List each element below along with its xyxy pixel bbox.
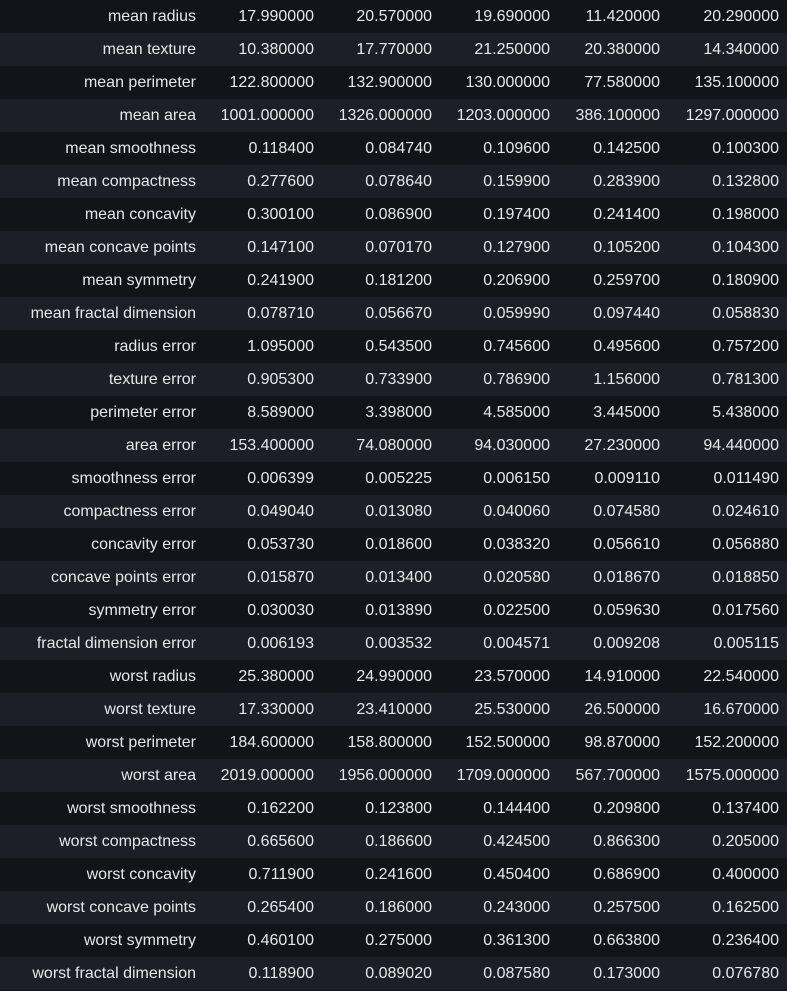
table-cell: 17.990000	[238, 8, 314, 25]
table-cell: 0.162500	[712, 899, 779, 916]
row-label: mean compactness	[57, 173, 196, 190]
table-cell: 0.543500	[365, 338, 432, 355]
table-row	[0, 0, 787, 33]
table-cell: 1575.000000	[685, 767, 779, 784]
table-cell: 0.004571	[483, 635, 550, 652]
table-cell: 21.250000	[474, 41, 550, 58]
row-label: concavity error	[91, 536, 196, 553]
table-row	[0, 891, 787, 924]
table-cell: 0.022500	[483, 602, 550, 619]
table-row	[0, 495, 787, 528]
table-cell: 0.038320	[483, 536, 550, 553]
table-cell: 0.009208	[593, 635, 660, 652]
table-cell: 16.670000	[703, 701, 779, 718]
table-cell: 0.400000	[712, 866, 779, 883]
table-cell: 0.056670	[365, 305, 432, 322]
table-cell: 4.585000	[483, 404, 550, 421]
table-cell: 14.910000	[584, 668, 660, 685]
table-cell: 77.580000	[584, 74, 660, 91]
row-label: compactness error	[63, 503, 196, 520]
table-row	[0, 99, 787, 132]
table-cell: 0.018600	[365, 536, 432, 553]
table-cell: 26.500000	[584, 701, 660, 718]
table-cell: 0.013400	[365, 569, 432, 586]
table-row	[0, 396, 787, 429]
table-cell: 0.686900	[593, 866, 660, 883]
table-cell: 0.275000	[365, 932, 432, 949]
table-row	[0, 264, 787, 297]
table-cell: 0.005115	[713, 635, 779, 652]
table-cell: 0.127900	[483, 239, 550, 256]
table-row	[0, 594, 787, 627]
table-row	[0, 759, 787, 792]
row-label: worst concave points	[46, 899, 196, 916]
table-row	[0, 825, 787, 858]
table-cell: 0.084740	[365, 140, 432, 157]
table-row	[0, 660, 787, 693]
table-cell: 0.162200	[247, 800, 314, 817]
row-label: worst compactness	[59, 833, 196, 850]
table-cell: 0.198000	[712, 206, 779, 223]
table-cell: 0.733900	[365, 371, 432, 388]
table-cell: 20.290000	[703, 8, 779, 25]
table-cell: 94.440000	[703, 437, 779, 454]
table-cell: 0.132800	[712, 173, 779, 190]
table-cell: 1203.000000	[456, 107, 550, 124]
table-cell: 0.257500	[593, 899, 660, 916]
table-cell: 0.006150	[483, 470, 550, 487]
row-label: worst concavity	[86, 866, 196, 883]
table-cell: 0.277600	[247, 173, 314, 190]
table-cell: 135.100000	[694, 74, 779, 91]
row-label: area error	[125, 437, 196, 454]
table-cell: 0.495600	[593, 338, 660, 355]
table-cell: 98.870000	[584, 734, 660, 751]
table-cell: 0.186600	[365, 833, 432, 850]
table-cell: 1.095000	[247, 338, 314, 355]
table-cell: 1001.000000	[220, 107, 314, 124]
row-label: worst smoothness	[67, 800, 196, 817]
table-cell: 0.241900	[247, 272, 314, 289]
table-row	[0, 792, 787, 825]
table-row	[0, 132, 787, 165]
table-cell: 3.398000	[365, 404, 432, 421]
table-cell: 158.800000	[347, 734, 432, 751]
table-row	[0, 66, 787, 99]
table-cell: 0.745600	[483, 338, 550, 355]
table-cell: 0.137400	[712, 800, 779, 817]
table-cell: 0.206900	[483, 272, 550, 289]
table-cell: 0.757200	[712, 338, 779, 355]
table-row	[0, 231, 787, 264]
table-cell: 14.340000	[703, 41, 779, 58]
table-cell: 0.078640	[365, 173, 432, 190]
table-cell: 152.200000	[694, 734, 779, 751]
table-cell: 0.013080	[365, 503, 432, 520]
table-cell: 0.015870	[247, 569, 314, 586]
table-cell: 0.241600	[365, 866, 432, 883]
table-cell: 0.259700	[593, 272, 660, 289]
table-cell: 0.241400	[593, 206, 660, 223]
table-cell: 0.361300	[483, 932, 550, 949]
table-cell: 0.781300	[712, 371, 779, 388]
row-label: mean texture	[102, 41, 196, 58]
table-row	[0, 363, 787, 396]
table-cell: 24.990000	[356, 668, 432, 685]
table-row	[0, 726, 787, 759]
table-cell: 3.445000	[593, 404, 660, 421]
table-cell: 0.006399	[247, 470, 314, 487]
table-cell: 0.186000	[365, 899, 432, 916]
table-row	[0, 957, 787, 990]
row-label: worst area	[121, 767, 196, 784]
table-row	[0, 561, 787, 594]
table-cell: 184.600000	[229, 734, 314, 751]
table-cell: 11.420000	[585, 8, 660, 25]
table-cell: 25.380000	[238, 668, 314, 685]
table-cell: 74.080000	[356, 437, 432, 454]
table-cell: 0.049040	[247, 503, 314, 520]
table-cell: 0.058830	[712, 305, 779, 322]
table-cell: 0.265400	[247, 899, 314, 916]
table-cell: 0.086900	[365, 206, 432, 223]
table-cell: 0.142500	[593, 140, 660, 157]
table-cell: 94.030000	[474, 437, 550, 454]
table-cell: 0.300100	[247, 206, 314, 223]
table-cell: 0.078710	[247, 305, 314, 322]
table-cell: 0.104300	[712, 239, 779, 256]
table-row	[0, 924, 787, 957]
table-cell: 8.589000	[247, 404, 314, 421]
table-cell: 0.424500	[483, 833, 550, 850]
table-cell: 0.030030	[247, 602, 314, 619]
table-cell: 0.011490	[713, 470, 779, 487]
row-label: concave points error	[51, 569, 196, 586]
table-cell: 0.076780	[712, 965, 779, 982]
row-label: worst texture	[104, 701, 196, 718]
row-label: mean area	[119, 107, 196, 124]
table-cell: 0.236400	[712, 932, 779, 949]
table-cell: 0.866300	[593, 833, 660, 850]
row-label: worst perimeter	[85, 734, 196, 751]
table-cell: 0.173000	[593, 965, 660, 982]
table-cell: 0.118900	[248, 965, 314, 982]
table-cell: 0.024610	[712, 503, 779, 520]
table-cell: 0.070170	[365, 239, 432, 256]
table-cell: 0.180900	[712, 272, 779, 289]
table-cell: 0.003532	[365, 635, 432, 652]
table-row	[0, 462, 787, 495]
table-cell: 25.530000	[474, 701, 550, 718]
table-cell: 0.009110	[594, 470, 660, 487]
table-cell: 23.570000	[474, 668, 550, 685]
row-label: mean fractal dimension	[30, 305, 196, 322]
table-cell: 0.118400	[248, 140, 314, 157]
table-cell: 0.053730	[247, 536, 314, 553]
table-cell: 0.283900	[593, 173, 660, 190]
table-cell: 0.711900	[248, 866, 314, 883]
table-cell: 23.410000	[356, 701, 432, 718]
table-cell: 0.017560	[712, 602, 779, 619]
table-row	[0, 297, 787, 330]
table-cell: 0.040060	[483, 503, 550, 520]
table-cell: 0.205000	[712, 833, 779, 850]
table-cell: 0.059630	[593, 602, 660, 619]
table-cell: 152.500000	[465, 734, 550, 751]
row-label: radius error	[114, 338, 196, 355]
table-cell: 0.109600	[483, 140, 550, 157]
table-cell: 0.243000	[483, 899, 550, 916]
table-cell: 0.100300	[712, 140, 779, 157]
table-cell: 20.570000	[356, 8, 432, 25]
table-cell: 17.330000	[238, 701, 314, 718]
table-cell: 0.074580	[593, 503, 660, 520]
row-label: symmetry error	[88, 602, 196, 619]
row-label: mean concave points	[44, 239, 196, 256]
table-row	[0, 693, 787, 726]
row-label: smoothness error	[71, 470, 196, 487]
table-cell: 0.181200	[365, 272, 432, 289]
table-cell: 1297.000000	[685, 107, 779, 124]
table-cell: 0.020580	[483, 569, 550, 586]
table-cell: 1.156000	[593, 371, 660, 388]
table-cell: 0.018670	[593, 569, 660, 586]
table-cell: 0.018850	[712, 569, 779, 586]
table-row	[0, 528, 787, 561]
table-cell: 20.380000	[584, 41, 660, 58]
row-label: mean perimeter	[83, 74, 196, 91]
table-cell: 0.460100	[247, 932, 314, 949]
table-cell: 0.144400	[483, 800, 550, 817]
table-cell: 567.700000	[575, 767, 660, 784]
table-cell: 0.059990	[483, 305, 550, 322]
table-cell: 386.100000	[575, 107, 660, 124]
row-label: worst fractal dimension	[32, 965, 196, 982]
table-cell: 5.438000	[712, 404, 779, 421]
table-cell: 0.663800	[593, 932, 660, 949]
row-label: mean smoothness	[65, 140, 196, 157]
table-cell: 1709.000000	[456, 767, 550, 784]
table-cell: 0.056880	[712, 536, 779, 553]
table-cell: 0.147100	[247, 239, 314, 256]
table-row	[0, 858, 787, 891]
table-row	[0, 165, 787, 198]
table-row	[0, 627, 787, 660]
table-cell: 0.105200	[593, 239, 660, 256]
table-row	[0, 33, 787, 66]
table-cell: 1956.000000	[338, 767, 432, 784]
table-cell: 2019.000000	[220, 767, 314, 784]
row-label: perimeter error	[90, 404, 196, 421]
table-cell: 27.230000	[584, 437, 660, 454]
table-cell: 10.380000	[238, 41, 314, 58]
row-label: worst symmetry	[84, 932, 196, 949]
table-cell: 0.905300	[247, 371, 314, 388]
table-row	[0, 198, 787, 231]
table-cell: 0.159900	[483, 173, 550, 190]
table-cell: 0.786900	[483, 371, 550, 388]
table-cell: 0.209800	[593, 800, 660, 817]
table-cell: 122.800000	[229, 74, 314, 91]
table-row	[0, 330, 787, 363]
table-cell: 0.089020	[365, 965, 432, 982]
table-cell: 0.123800	[365, 800, 432, 817]
table-cell: 19.690000	[474, 8, 550, 25]
table-cell: 0.665600	[247, 833, 314, 850]
table-cell: 153.400000	[229, 437, 314, 454]
table-cell: 1326.000000	[338, 107, 432, 124]
table-cell: 0.097440	[593, 305, 660, 322]
table-cell: 22.540000	[703, 668, 779, 685]
row-label: fractal dimension error	[36, 635, 196, 652]
table-cell: 0.013890	[365, 602, 432, 619]
table-cell: 132.900000	[347, 74, 432, 91]
row-label: worst radius	[109, 668, 196, 685]
row-label: texture error	[108, 371, 196, 388]
row-label: mean concavity	[84, 206, 196, 223]
table-cell: 0.450400	[483, 866, 550, 883]
table-row	[0, 429, 787, 462]
table-cell: 0.006193	[247, 635, 314, 652]
table-cell: 130.000000	[465, 74, 550, 91]
table-cell: 0.197400	[483, 206, 550, 223]
table-cell: 0.056610	[593, 536, 660, 553]
table-cell: 17.770000	[356, 41, 432, 58]
row-label: mean radius	[107, 8, 196, 25]
table-cell: 0.005225	[365, 470, 432, 487]
table-cell: 0.087580	[483, 965, 550, 982]
row-label: mean symmetry	[82, 272, 196, 289]
